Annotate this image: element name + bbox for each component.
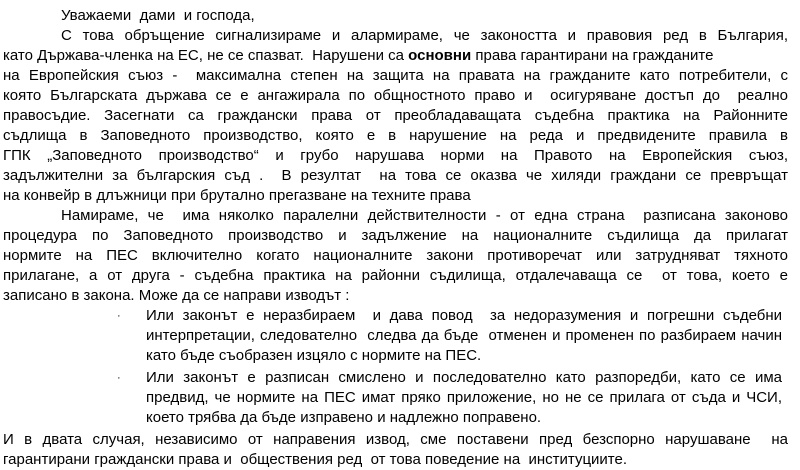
- paragraph-2-line: процедура по Заповедното производство и задължение на националните съдилища да прилагат: [3, 227, 788, 244]
- bullet-2-line: предвид, че нормите на ПЕС имат пряко приложение, но не се прилага от съда и ЧСИ,: [146, 389, 782, 406]
- paragraph-2-line: записано в закона. Може да се направи изводът :: [3, 287, 350, 304]
- paragraph-1-line: С това обръщение сигнализираме и алармираме, че закоността и правовия ред в България,: [61, 27, 788, 44]
- paragraph-1-line: задължителни за българския съд . В резултат на това се оказва че хиляди граждани се превръщат: [3, 167, 788, 184]
- paragraph-1-line: като Държава-членка на ЕС, не се спазват. Нарушени са основни права гарантирани на гражданите: [3, 47, 714, 64]
- paragraph-1-line: на конвейр в длъжници при брутално прегазване на техните права: [3, 187, 471, 204]
- paragraph-2-line: нормите на ПЕС включително когато националните закони противоречат или затрудняват тяхното: [3, 247, 788, 264]
- emphasis-text: основни: [408, 47, 472, 64]
- paragraph-1-line: която Българската държава се е ангажирала по общностното право и осигуряване достъп до реално: [3, 87, 788, 104]
- conclusion-line: гарантирани граждански права и обществения ред от това поведение на институциите.: [3, 451, 628, 468]
- bullet-2-line: което трябва да бъде изправено и надлежно поправено.: [146, 409, 542, 426]
- paragraph-2-line: прилагане, а от друга - съдебна практика на районни съдилища, отдалечаваща се от това, което е: [3, 267, 788, 284]
- bullet-marker: ·: [117, 372, 121, 384]
- paragraph-2-line: Намираме, че има няколко паралелни действителности - от една страна разписана законово: [61, 207, 788, 224]
- bullet-1-line: Или законът е неразбираем и дава повод за недоразумения и погрешни съдебни: [146, 307, 782, 324]
- bullet-2-line: Или законът е разписан смислено и последователно като разпоредби, като се има: [146, 369, 782, 386]
- paragraph-1-line: ГПК „Заповедното производство“ и грубо нарушава норми на Правото на Европейския съюз,: [3, 147, 788, 164]
- paragraph-1-line: съдлища в Заповедното производство, която е в нарушение на реда и предвидените правила в: [3, 127, 788, 144]
- bullet-1-line: като бъде съобразен изцяло с нормите на ПЕС.: [146, 347, 482, 364]
- conclusion-line: И в двата случая, независимо от направения извод, сме поставени пред безспорно нарушаване на: [3, 431, 788, 448]
- greeting: Уважаеми дами и господа,: [61, 7, 255, 24]
- paragraph-1-line: правосъдие. Засегнати са граждански права от преобладаващата съдебна практика на Районните: [3, 107, 788, 124]
- bullet-1-line: интерпретации, следователно следва да бъде отменен и променен по разбираем начин: [146, 327, 782, 344]
- paragraph-1-line: на Европейския съюз - максимална степен на защита на правата на гражданите като потребители, с: [3, 67, 788, 84]
- bullet-marker: ·: [117, 310, 121, 322]
